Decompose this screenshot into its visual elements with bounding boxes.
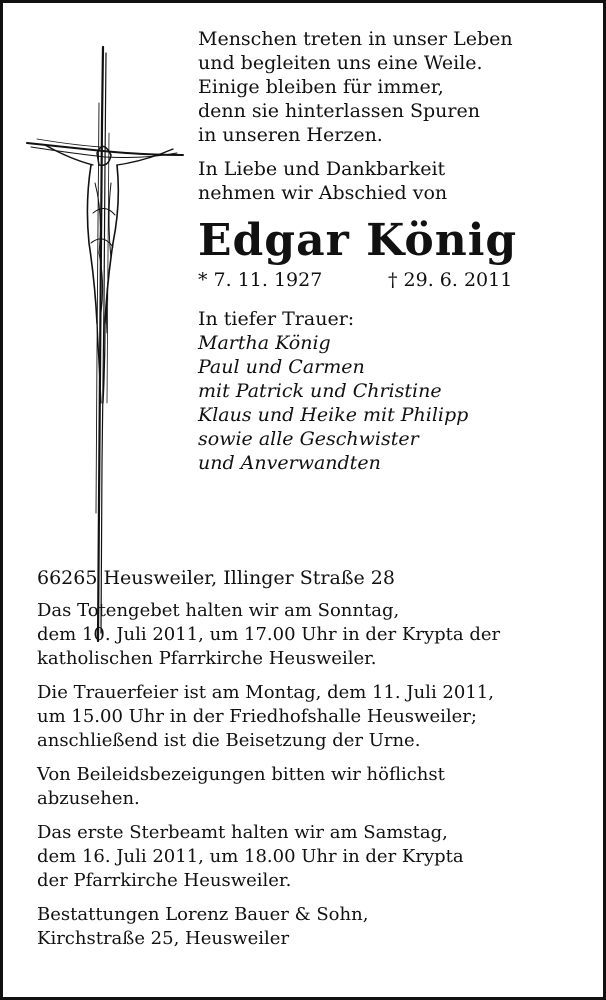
mourner-line: sowie alle Geschwister (198, 428, 419, 450)
intro-line: In Liebe und Dankbarkeit (198, 158, 446, 180)
birth-date: * 7. 11. 1927 (198, 269, 323, 291)
paragraph-line: Die Trauerfeier ist am Montag, dem 11. Juli 2011, (37, 682, 494, 703)
mourner-line: mit Patrick und Christine (198, 380, 442, 402)
right-column (198, 27, 593, 475)
mourner-line: und Anverwandten (198, 452, 381, 474)
family-address: 66265 Heusweiler, Illinger Straße 28 (37, 567, 395, 589)
poem-line: Einige bleiben für immer, (198, 76, 444, 98)
death-date: † 29. 6. 2011 (388, 269, 513, 291)
paragraph-prayer (37, 599, 597, 671)
intro-text (198, 157, 593, 205)
paragraph-line: der Pfarrkirche Heusweiler. (37, 870, 292, 891)
details-section (37, 565, 597, 961)
paragraph-line: dem 10. Juli 2011, um 17.00 Uhr in der Krypta der (37, 624, 501, 645)
intro-line: nehmen wir Abschied von (198, 182, 448, 204)
paragraph-line: um 15.00 Uhr in der Friedhofshalle Heusweiler; (37, 706, 477, 727)
paragraph-line: Kirchstraße 25, Heusweiler (37, 928, 290, 949)
paragraph-requiem (37, 821, 597, 893)
paragraph-line: abzusehen. (37, 788, 140, 809)
deceased-name: Edgar König (198, 215, 518, 266)
mourning-heading: In tiefer Trauer: (198, 308, 355, 330)
paragraph-funeral (37, 681, 597, 753)
poem (198, 27, 593, 147)
paragraph-undertaker (37, 903, 597, 951)
paragraph-line: katholischen Pfarrkirche Heusweiler. (37, 648, 377, 669)
paragraph-line: dem 16. Juli 2011, um 18.00 Uhr in der Krypta (37, 846, 464, 867)
poem-line: denn sie hinterlassen Spuren (198, 100, 480, 122)
mourners-list (198, 331, 593, 475)
paragraph-line: Von Beileidsbezeigungen bitten wir höflichst (37, 764, 445, 785)
mourner-line: Martha König (198, 332, 331, 354)
poem-line: Menschen treten in unser Leben (198, 28, 513, 50)
paragraph-line: Bestattungen Lorenz Bauer & Sohn, (37, 904, 369, 925)
poem-line: in unseren Herzen. (198, 124, 383, 146)
life-dates (198, 267, 593, 293)
paragraph-line: Das erste Sterbeamt halten wir am Samstag, (37, 822, 448, 843)
paragraph-line: Das Totengebet halten wir am Sonntag, (37, 600, 400, 621)
paragraph-line: anschließend ist die Beisetzung der Urne. (37, 730, 421, 751)
poem-line: und begleiten uns eine Weile. (198, 52, 483, 74)
crucifix-icon (25, 43, 187, 643)
mourner-line: Paul und Carmen (198, 356, 365, 378)
paragraph-condolences (37, 763, 597, 811)
mourner-line: Klaus und Heike mit Philipp (198, 404, 469, 426)
